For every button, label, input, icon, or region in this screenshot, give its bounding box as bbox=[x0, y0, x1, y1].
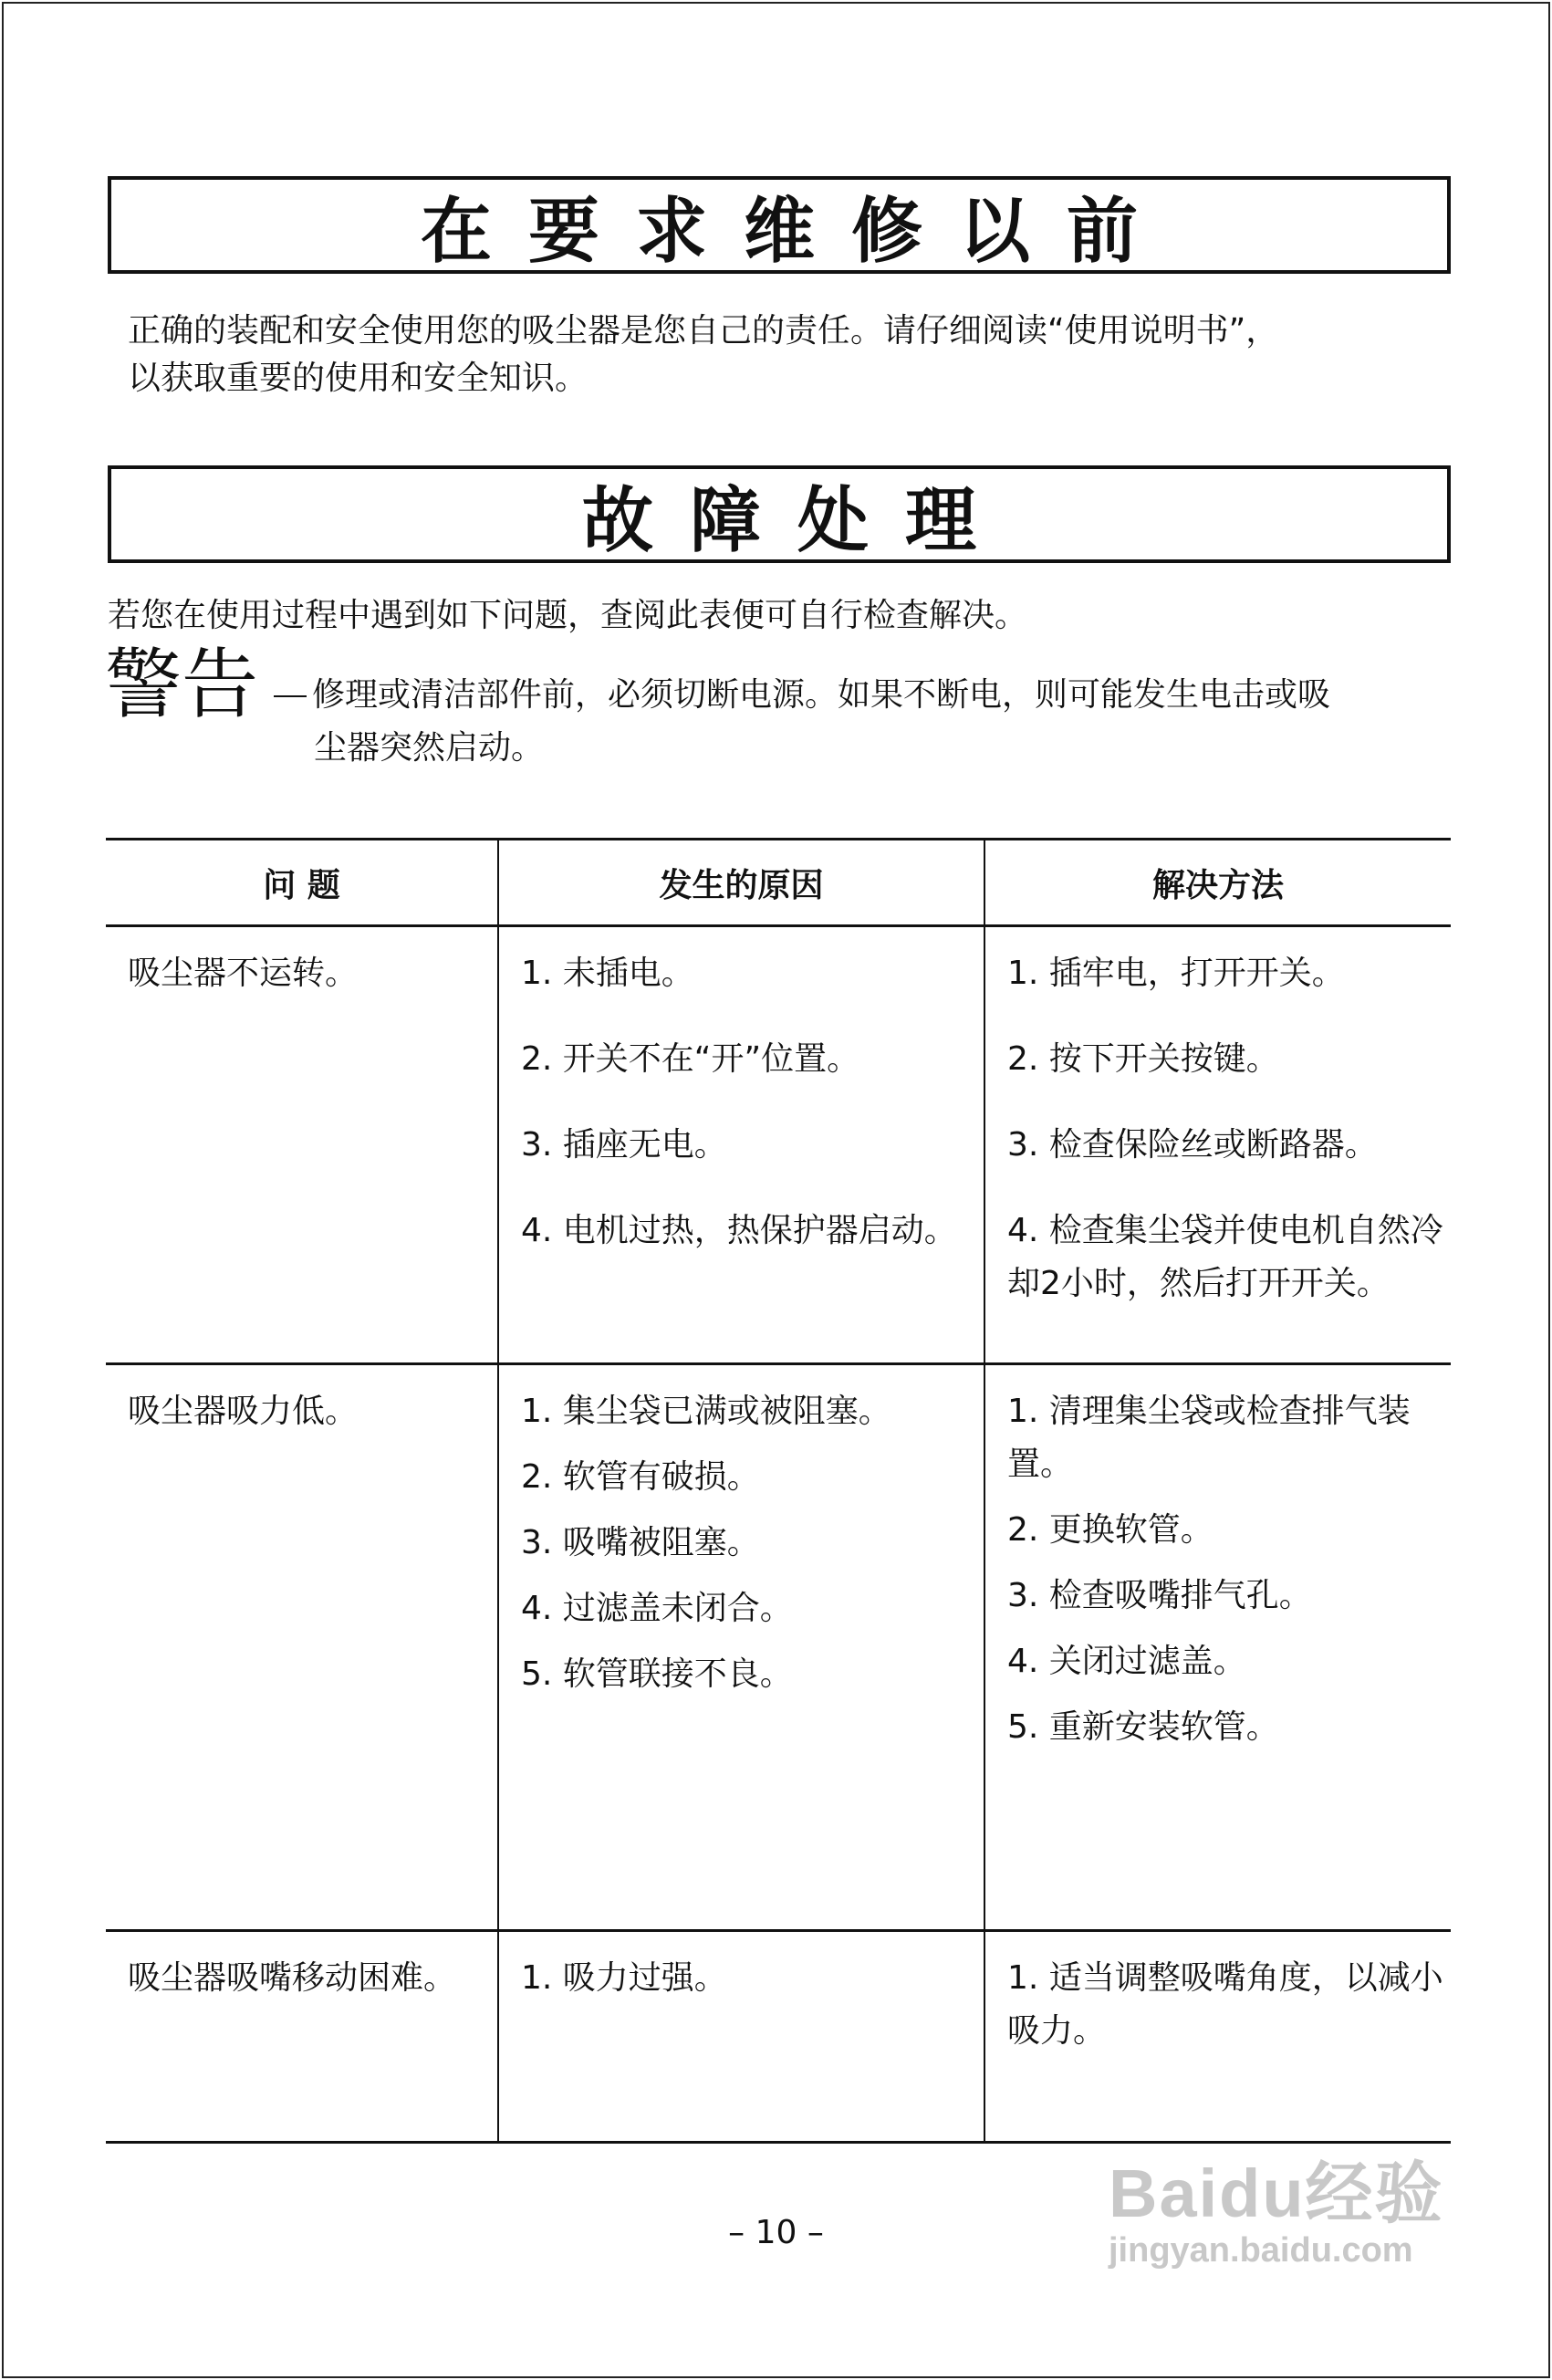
table-row bbox=[106, 1931, 1451, 2143]
problem-cell: 吸尘器不运转。 bbox=[106, 926, 498, 1364]
cause-cell bbox=[498, 926, 984, 1364]
cause-item: 3. 插座无电。 bbox=[521, 1126, 727, 1164]
cause-item: 1. 未插电。 bbox=[521, 955, 694, 992]
solution-item: 5. 重新安装软管。 bbox=[1007, 1708, 1279, 1746]
solution-item: 4. 检查集尘袋并使电机自然冷却2小时，然后打开开关。 bbox=[1007, 1212, 1443, 1302]
solution-item: 3. 检查保险丝或断路器。 bbox=[1007, 1126, 1378, 1164]
header-problem: 问 题 bbox=[106, 840, 498, 926]
solution-item: 2. 按下开关按键。 bbox=[1007, 1040, 1279, 1078]
solution-cell bbox=[984, 1931, 1451, 2143]
solution-item: 1. 适当调整吸嘴角度，以减小吸力。 bbox=[1007, 1959, 1443, 2050]
cause-cell bbox=[498, 1364, 984, 1931]
page-number: – 10 – bbox=[728, 2214, 824, 2251]
troubleshooting-table bbox=[106, 838, 1451, 2144]
cause-item: 4. 电机过热，热保护器启动。 bbox=[521, 1212, 957, 1249]
problem-cell: 吸尘器吸力低。 bbox=[106, 1364, 498, 1931]
solution-item: 4. 关闭过滤盖。 bbox=[1007, 1643, 1246, 1680]
table-row bbox=[106, 926, 1451, 1364]
solution-item: 1. 插牢电，打开开关。 bbox=[1007, 955, 1345, 992]
watermark-url: jingyan.baidu.com bbox=[1109, 2231, 1413, 2270]
dash-mark bbox=[274, 695, 307, 697]
table-row bbox=[106, 1364, 1451, 1931]
solution-item: 1. 清理集尘袋或检查排气装置。 bbox=[1007, 1393, 1411, 1483]
cause-cell bbox=[498, 1931, 984, 2143]
cause-item: 1. 集尘袋已满或被阻塞。 bbox=[521, 1393, 891, 1430]
solution-cell bbox=[984, 1364, 1451, 1931]
solution-cell bbox=[984, 926, 1451, 1364]
watermark-brand: Baidu经验 bbox=[1109, 2156, 1444, 2231]
solution-item: 2. 更换软管。 bbox=[1007, 1511, 1213, 1549]
warning-word: 警告 bbox=[105, 640, 259, 729]
cause-item: 2. 软管有破损。 bbox=[521, 1458, 760, 1496]
problem-cell: 吸尘器吸嘴移动困难。 bbox=[106, 1931, 498, 2143]
warning-text: 修理或清洁部件前，必须切断电源。如果不断电，则可能发生电击或吸 尘器突然启动。 bbox=[274, 669, 1460, 775]
intro-paragraph-line2: 以获取重要的使用和安全知识。 bbox=[128, 360, 589, 397]
cause-item: 1. 吸力过强。 bbox=[521, 1959, 727, 1997]
baidu-watermark bbox=[1109, 2140, 1444, 2270]
section-title-before-repair: 在要求维修以前 bbox=[108, 176, 1451, 274]
troubleshooting-intro: 若您在使用过程中遇到如下问题，查阅此表便可自行检查解决。 bbox=[108, 597, 1028, 634]
cause-item: 5. 软管联接不良。 bbox=[521, 1655, 793, 1693]
intro-paragraph-line1: 正确的装配和安全使用您的吸尘器是您自己的责任。请仔细阅读“使用说明书”， bbox=[128, 312, 1279, 350]
cause-item: 2. 开关不在“开”位置。 bbox=[521, 1040, 860, 1078]
cause-item: 3. 吸嘴被阻塞。 bbox=[521, 1524, 760, 1561]
section-title-troubleshooting: 故障处理 bbox=[108, 465, 1451, 563]
header-solution: 解决方法 bbox=[984, 840, 1451, 926]
cause-item: 4. 过滤盖未闭合。 bbox=[521, 1590, 793, 1627]
solution-item: 3. 检查吸嘴排气孔。 bbox=[1007, 1577, 1312, 1614]
header-cause: 发生的原因 bbox=[498, 840, 984, 926]
